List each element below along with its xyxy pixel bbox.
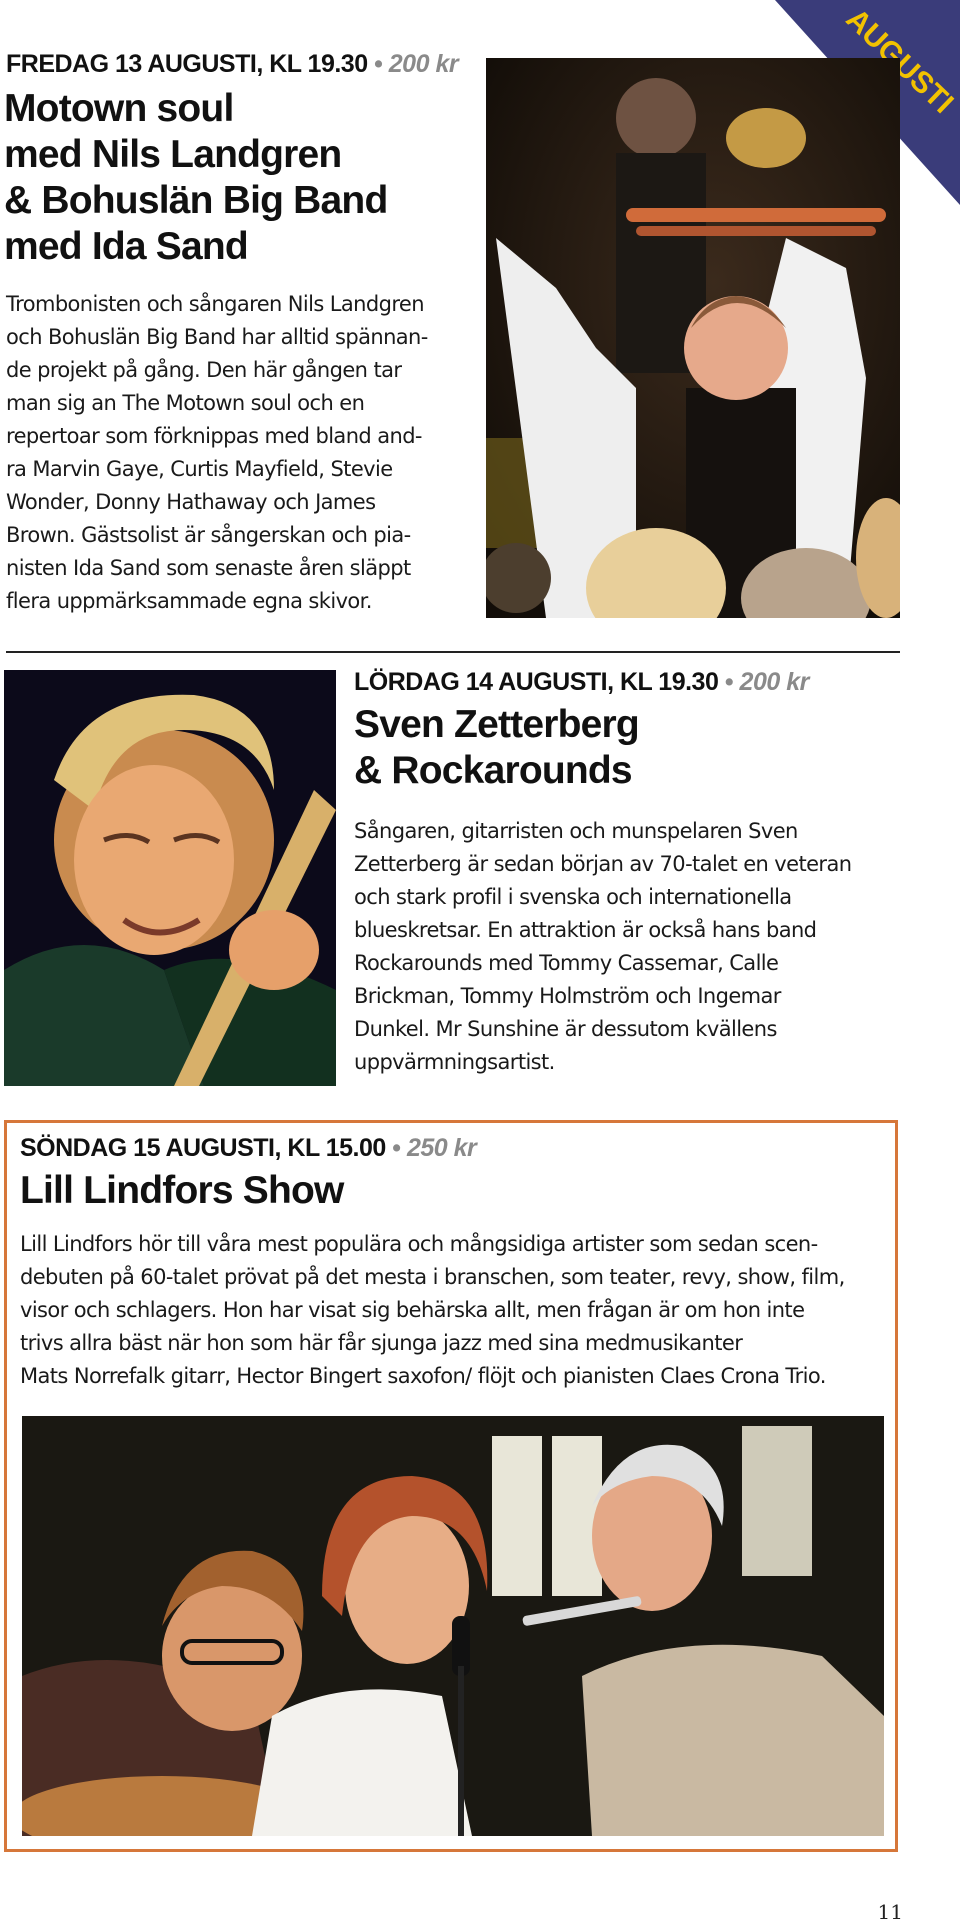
text-line: nisten Ida Sand som senaste åren släppt bbox=[6, 556, 411, 580]
text-line: och Bohuslän Big Band har alltid spännan- bbox=[6, 325, 428, 349]
event-1-description bbox=[6, 288, 428, 618]
text-line: Brown. Gästsolist är sångerskan och pia- bbox=[6, 523, 411, 547]
text-line: uppvärmningsartist. bbox=[354, 1050, 555, 1074]
event-2-date: LÖRDAG 14 AUGUSTI, KL 19.30 bbox=[354, 668, 719, 696]
event-2-title bbox=[354, 702, 639, 794]
event-3-title bbox=[20, 1168, 344, 1214]
event-1-price: 200 kr bbox=[388, 50, 459, 78]
event-3-price: 250 kr bbox=[406, 1134, 477, 1162]
text-line: och stark profil i svenska och internationella bbox=[354, 885, 792, 909]
event-2-description bbox=[354, 815, 851, 1079]
text-line: debuten på 60-talet prövat på det mesta i branschen, som teater, revy, show, film, bbox=[20, 1265, 845, 1289]
event-2-dateline bbox=[354, 668, 809, 697]
text-line: Brickman, Tommy Holmström och Ingemar bbox=[354, 984, 781, 1008]
event-3-title-line: Lill Lindfors Show bbox=[20, 1169, 344, 1212]
event-1-dateline bbox=[6, 50, 458, 79]
section-divider bbox=[6, 651, 900, 653]
text-line: Dunkel. Mr Sunshine är dessutom kvällens bbox=[354, 1017, 777, 1041]
text-line: Trombonisten och sångaren Nils Landgren bbox=[6, 292, 424, 316]
event-2-price: 200 kr bbox=[739, 668, 809, 696]
text-line: blueskretsar. En attraktion är också hans band bbox=[354, 918, 817, 942]
text-line: repertoar som förknippas med bland and- bbox=[6, 424, 422, 448]
text-line: Zetterberg är sedan början av 70-talet en veteran bbox=[354, 852, 852, 876]
event-3-description bbox=[20, 1228, 845, 1393]
event-2-photo bbox=[4, 670, 336, 1086]
text-line: Mats Norrefalk gitarr, Hector Bingert saxofon/ flöjt och pianisten Claes Crona Trio. bbox=[20, 1364, 826, 1388]
text-line: flera uppmärksammade egna skivor. bbox=[6, 589, 372, 613]
text-line: Wonder, Donny Hathaway och James bbox=[6, 490, 376, 514]
event-3-photo bbox=[22, 1416, 884, 1836]
event-1-title-line: med Nils Landgren bbox=[4, 133, 342, 176]
text-line: trivs allra bäst när hon som här får sjunga jazz med sina medmusikanter bbox=[20, 1331, 743, 1355]
text-line: visor och schlagers. Hon har visat sig behärska allt, men frågan är om hon inte bbox=[20, 1298, 805, 1322]
text-line: de projekt på gång. Den här gången tar bbox=[6, 358, 402, 382]
text-line: Sångaren, gitarristen och munspelaren Sven bbox=[354, 819, 798, 843]
event-3-dateline bbox=[20, 1134, 476, 1163]
event-1-title-line: & Bohuslän Big Band bbox=[4, 179, 388, 222]
event-1-title-line: Motown soul bbox=[4, 87, 234, 130]
event-1-date: FREDAG 13 AUGUSTI, KL 19.30 bbox=[6, 50, 368, 78]
event-2-title-line: & Rockarounds bbox=[354, 749, 632, 792]
page-number: 11 bbox=[877, 1900, 903, 1924]
text-line: Rockarounds med Tommy Cassemar, Calle bbox=[354, 951, 779, 975]
text-line: ra Marvin Gaye, Curtis Mayfield, Stevie bbox=[6, 457, 393, 481]
event-2-bullet: • bbox=[724, 668, 734, 696]
event-1-title bbox=[4, 86, 387, 270]
event-1-title-line: med Ida Sand bbox=[4, 225, 248, 268]
event-1-photo bbox=[486, 58, 900, 618]
event-3-bullet: • bbox=[392, 1134, 401, 1162]
event-3-date: SÖNDAG 15 AUGUSTI, KL 15.00 bbox=[20, 1134, 386, 1162]
event-1-bullet: • bbox=[374, 50, 383, 78]
event-2-title-line: Sven Zetterberg bbox=[354, 703, 639, 746]
text-line: man sig an The Motown soul och en bbox=[6, 391, 365, 415]
text-line: Lill Lindfors hör till våra mest populära och mångsidiga artister som sedan scen- bbox=[20, 1232, 818, 1256]
